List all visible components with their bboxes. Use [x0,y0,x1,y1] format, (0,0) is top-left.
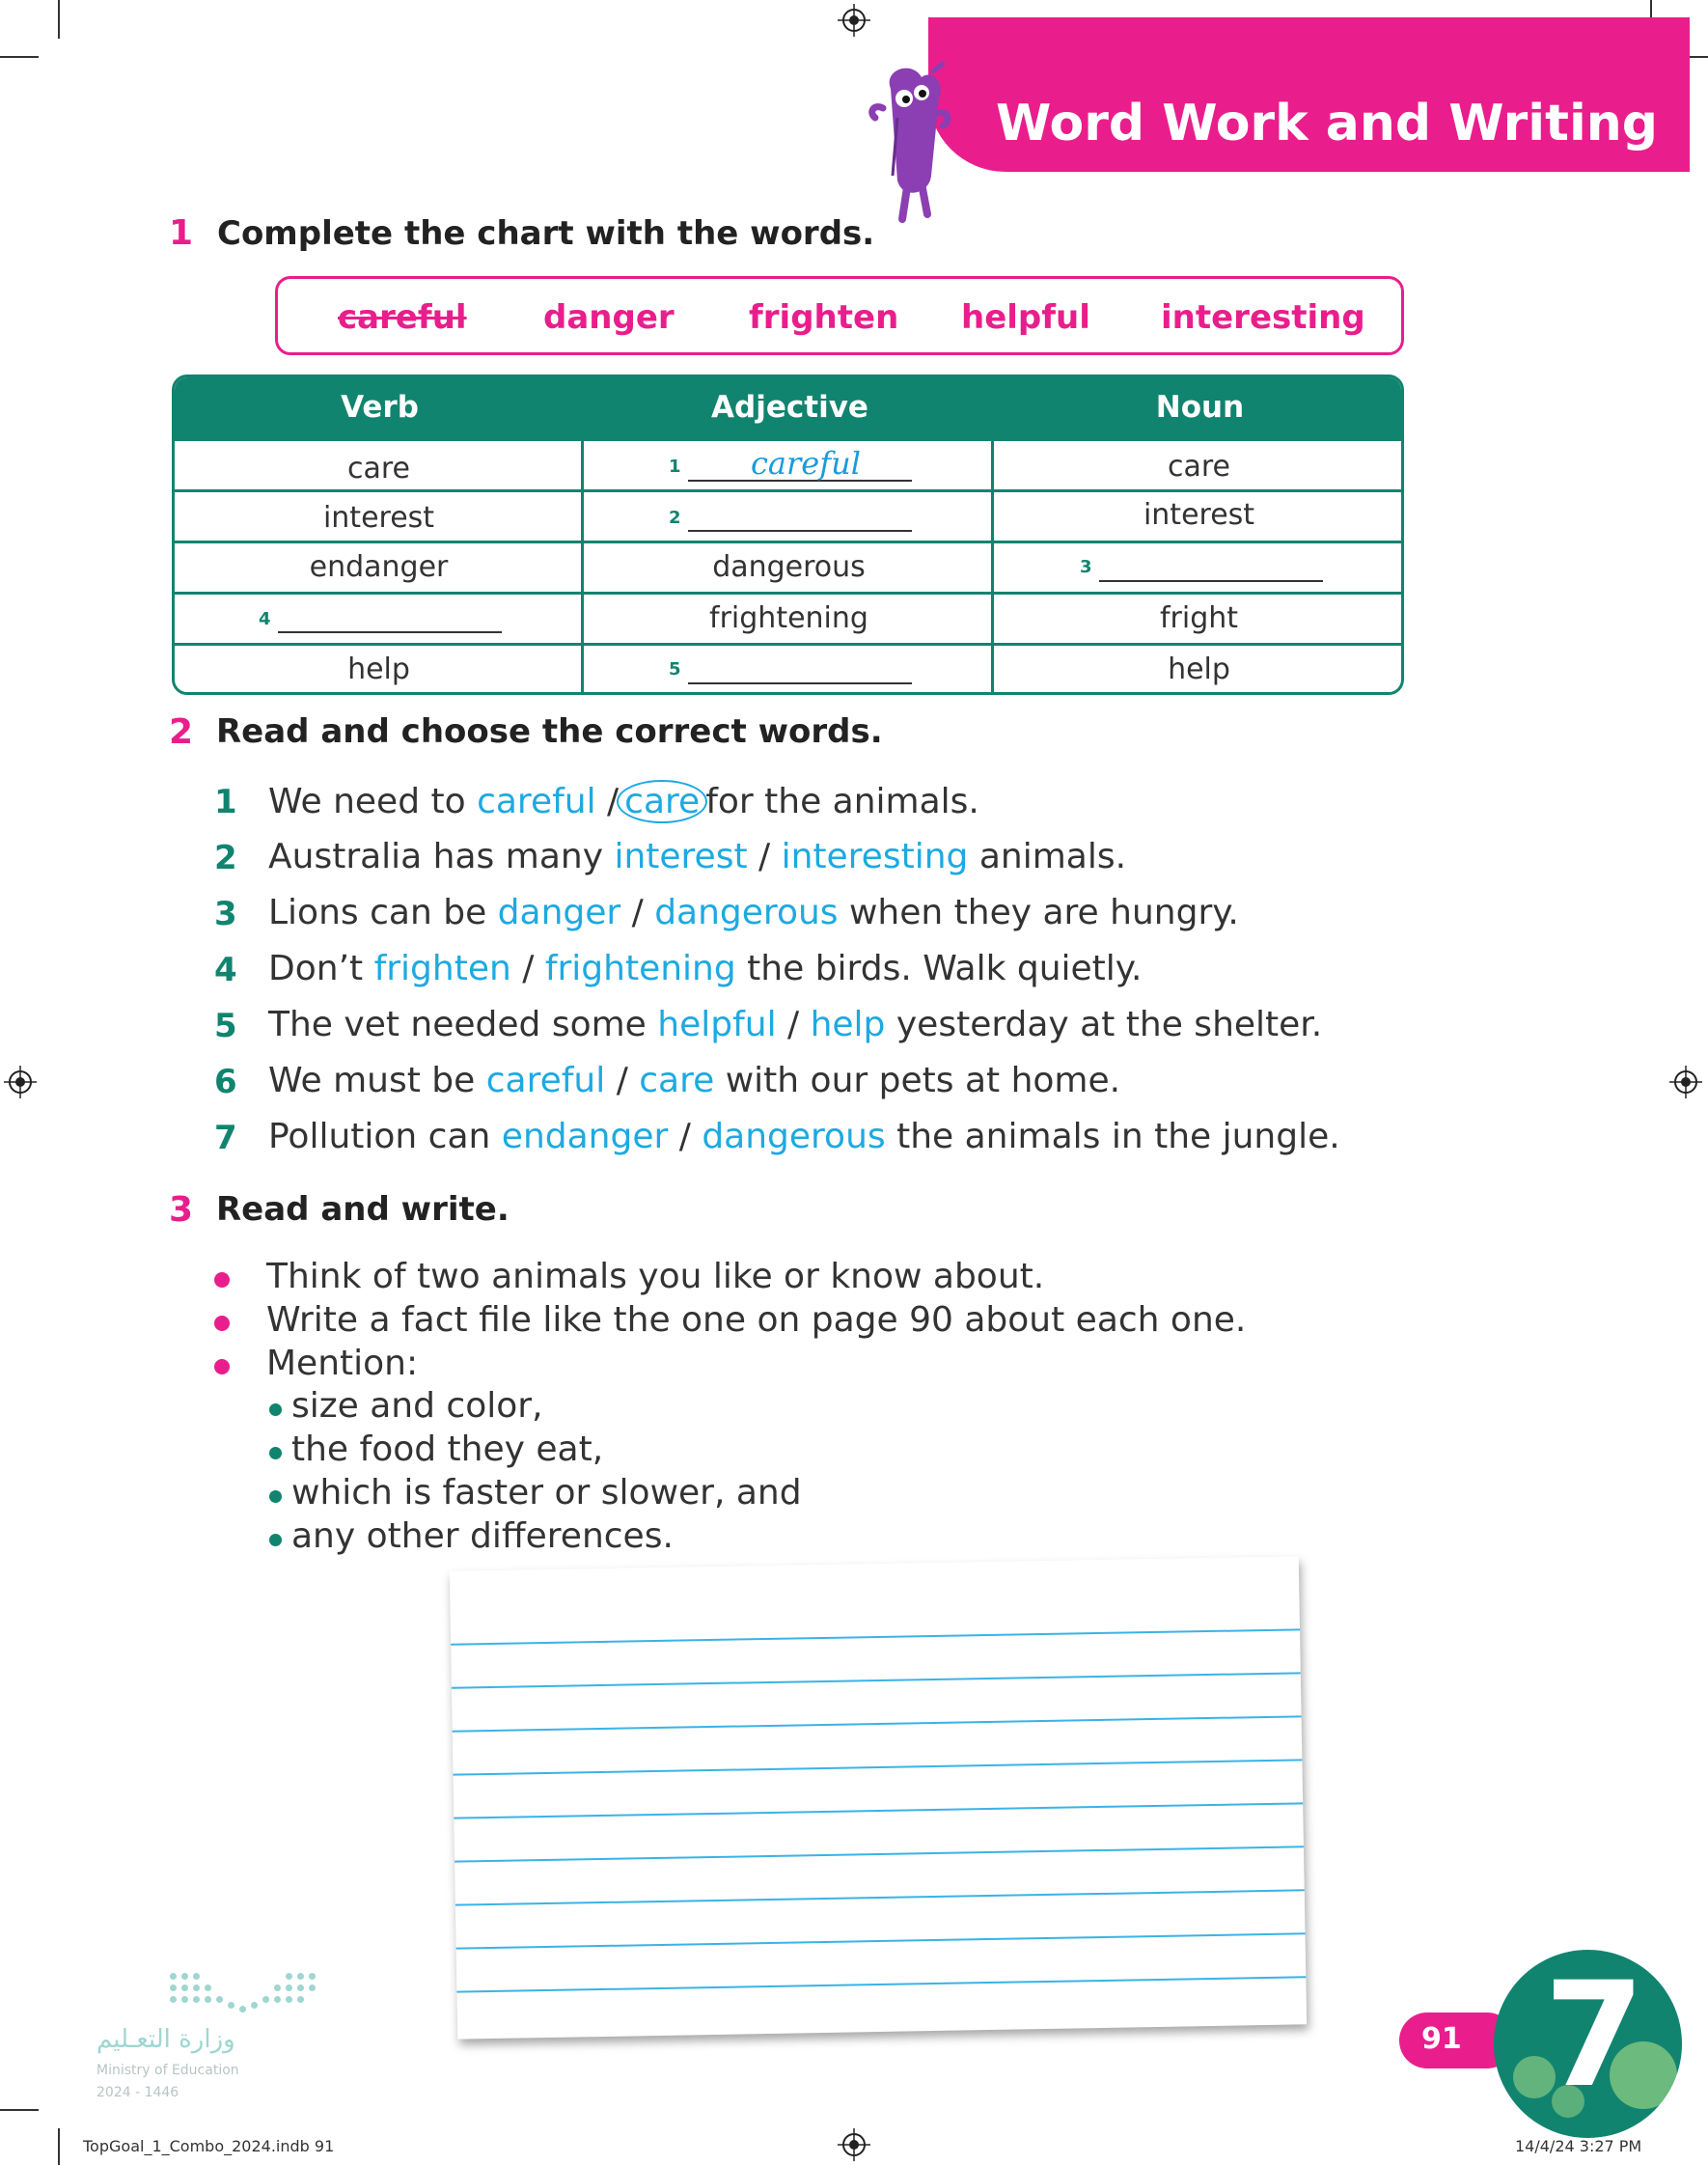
writing-line [455,1889,1305,1905]
registration-mark-icon [838,4,870,37]
crop-mark [0,56,39,58]
option-separator: / [510,949,545,988]
option-b[interactable]: interesting [781,837,969,876]
crop-mark [58,0,60,39]
blank-number: 4 [259,609,271,629]
sub-bullet-icon [269,1403,282,1416]
table-cell: help [347,652,410,686]
question-text: We must be [268,1061,486,1100]
question-line [268,1005,1322,1044]
registration-mark-icon [1669,1066,1702,1098]
option-b[interactable]: care [639,1061,715,1100]
option-a[interactable]: careful [485,1061,606,1100]
blank-number: 2 [669,508,681,528]
example-answer: careful [751,445,861,482]
question-text: The vet needed some [268,1005,658,1044]
exercise-instruction: Read and choose the correct words. [216,712,883,751]
table-cell: care [346,452,410,486]
writing-line [453,1715,1302,1732]
option-separator: / [605,1061,640,1100]
sub-bullet-icon [269,1447,282,1459]
table-cell: endanger [309,550,449,584]
question-text: yesterday at the shelter. [885,1005,1323,1044]
ministry-year: 2024 - 1446 [96,2085,179,2100]
sub-bullet-text: which is faster or slower, and [291,1473,802,1513]
table-cell: frightening [709,601,868,635]
table-cell: care [1167,450,1230,484]
page-title: Word Work and Writing [996,95,1659,153]
question-number: 1 [214,783,237,821]
question-line [268,837,1126,876]
question-line [268,1117,1340,1156]
option-separator: / [595,782,620,821]
question-text: for the animals. [705,782,979,821]
writing-line [454,1802,1303,1818]
option-b[interactable]: frightening [544,949,736,988]
blank-number: 1 [669,457,681,477]
question-text: the birds. Walk quietly. [735,949,1143,988]
sub-bullet-icon [269,1534,282,1546]
word-bank-item: helpful [961,298,1090,337]
question-text: Lions can be [268,893,498,932]
table-cell: help [1168,652,1230,686]
question-text: Australia has many [268,837,615,876]
ministry-logo-icon [166,1969,320,2017]
crop-mark [58,2128,60,2165]
footer-timestamp: 14/4/24 3:27 PM [1515,2137,1642,2155]
sub-bullet-icon [269,1490,282,1503]
answer-blank[interactable] [688,530,912,532]
word-chart [172,375,1404,695]
sub-bullet-text: the food they eat, [291,1429,604,1469]
option-a[interactable]: frighten [373,949,511,988]
table-cell: dangerous [712,550,866,584]
bullet-text: Write a fact file like the one on page 90 about each one. [266,1300,1247,1340]
writing-line [455,1846,1304,1862]
question-text: with our pets at home. [714,1061,1121,1100]
sub-bullet-text: size and color, [291,1386,543,1426]
option-separator: / [776,1005,811,1044]
bullet-text: Mention: [266,1344,419,1383]
option-a[interactable]: endanger [501,1117,669,1156]
question-number: 3 [214,895,237,933]
question-line [268,949,1142,988]
writing-line [453,1759,1302,1775]
question-text: animals. [968,837,1127,876]
option-b[interactable]: dangerous [702,1117,886,1156]
option-b-circled[interactable]: care [617,780,707,823]
word-bank [275,276,1404,355]
table-cell: interest [1143,498,1255,532]
answer-blank[interactable] [1099,580,1323,582]
bullet-text: Think of two animals you like or know about. [266,1257,1045,1296]
question-number: 7 [214,1119,237,1157]
question-text: Pollution can [268,1117,502,1156]
option-a[interactable]: interest [614,837,748,876]
ministry-name-english: Ministry of Education [96,2063,239,2078]
option-a[interactable]: careful [477,782,596,821]
bullet-icon [214,1359,230,1374]
option-separator: / [620,893,655,932]
word-bank-item: frighten [749,298,899,337]
page-number: 91 [1421,2022,1462,2056]
question-text: Don’t [268,949,374,988]
answer-blank[interactable] [688,682,912,684]
mascot-creature-icon [854,60,960,224]
bullet-icon [214,1272,230,1288]
bullet-icon [214,1316,230,1331]
option-b[interactable]: help [810,1005,886,1044]
option-b[interactable]: dangerous [654,893,839,932]
column-header-verb: Verb [341,390,419,425]
row-divider [175,643,1401,646]
exercise-instruction: Read and write. [216,1190,510,1229]
option-separator: / [668,1117,702,1156]
option-separator: / [747,837,782,876]
writing-line [456,1932,1306,1949]
question-number: 2 [214,839,237,877]
exercise-instruction: Complete the chart with the words. [217,214,875,253]
exercise-number: 1 [169,213,194,253]
question-number: 5 [214,1007,237,1045]
writing-line [451,1628,1300,1645]
column-header-adjective: Adjective [711,390,868,425]
table-cell: interest [322,501,435,535]
column-header-noun: Noun [1155,390,1245,425]
question-text: the animals in the jungle. [885,1117,1340,1156]
row-divider [175,541,1401,543]
option-a[interactable]: danger [497,893,621,932]
question-line [268,1061,1120,1100]
question-line [268,893,1239,932]
writing-paper[interactable] [450,1556,1307,2039]
writing-line [456,1976,1306,1992]
answer-blank[interactable] [278,631,502,633]
registration-mark-icon [4,1066,37,1098]
word-bank-item: danger [543,298,675,337]
blank-number: 5 [669,659,681,680]
question-line [268,782,979,821]
question-number: 6 [214,1063,237,1101]
question-text: when they are hungry. [838,893,1239,932]
word-bank-item: careful [338,298,467,337]
question-text: We need to [268,782,478,821]
writing-line [452,1672,1301,1688]
word-bank-item: interesting [1161,298,1365,337]
ministry-name-arabic: وزارة التعـليم [96,2025,235,2054]
unit-number: 7 [1544,1952,1645,2120]
row-divider [175,489,1401,492]
exercise-number: 2 [169,712,194,752]
question-number: 4 [214,951,237,989]
registration-mark-icon [838,2128,870,2161]
sub-bullet-text: any other differences. [291,1516,674,1556]
option-a[interactable]: helpful [657,1005,777,1044]
blank-number: 3 [1080,557,1092,577]
exercise-number: 3 [169,1190,194,1230]
crop-mark [0,2109,39,2111]
table-cell: fright [1159,601,1239,635]
footer-file-info: TopGoal_1_Combo_2024.indb 91 [83,2137,335,2155]
row-divider [175,592,1401,595]
